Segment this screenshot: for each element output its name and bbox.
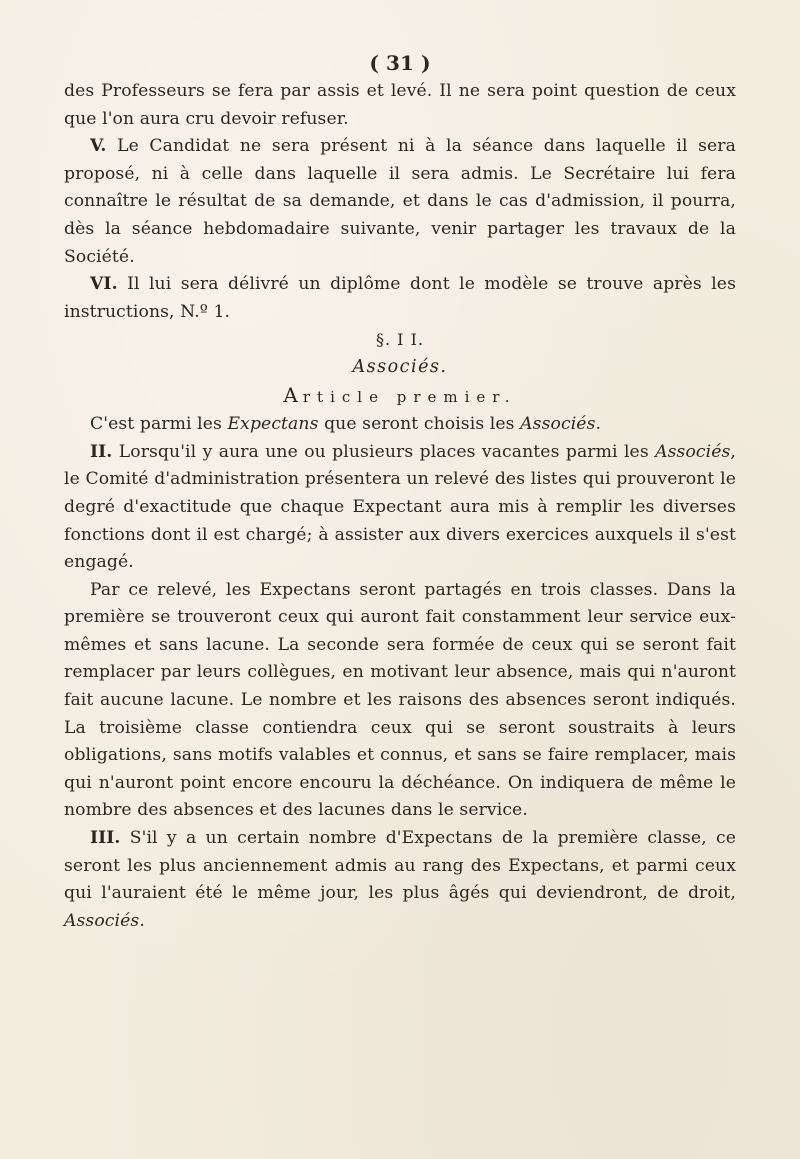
intro-paragraph bbox=[64, 78, 736, 133]
article-v-text: Le Candidat ne sera présent ni à la séance dans laquelle il sera proposé, ni à celle dans laquelle il sera admis. Le Secrétaire lui fera connaître le résultat de sa demande, et dans le cas d'admission, il pourra, dès la séance hebdomadaire suivante, venir partager les travaux de la Société. bbox=[64, 136, 736, 267]
section-mark: §. I I. bbox=[376, 330, 424, 350]
italic-term-associes: Associés bbox=[520, 414, 596, 435]
article-heading-initial: A bbox=[283, 382, 303, 407]
text-run: Par ce relevé, les Expectans seront partagés en trois classes. Dans la première se trouveront ceux qui auront fait constamment leur service eux-mêmes et sans lacune. La seconde sera formée de ceux qui se seront fait remplacer par leurs collègues, en motivant leur absence, mais qui n'auront fait aucune lacune. Le nombre et les raisons des absences seront indiqués. La troisième classe contiendra ceux qui se seront soustraits à leurs obligations, sans motifs valables et connus, et sans se faire remplacer, mais qui n'auront point encore encouru la déchéance. On indiquera de même le nombre des absences et des lacunes dans le service. bbox=[64, 579, 736, 821]
text-run: Lorsqu'il y aura une ou plusieurs places vacantes parmi les bbox=[118, 441, 656, 462]
article-v-number: V. bbox=[90, 136, 107, 157]
text-run: que seront choisis les bbox=[318, 414, 521, 435]
article-vi-text: Il lui sera délivré un diplôme dont le modèle se trouve après les instructions, N.º 1. bbox=[64, 274, 736, 322]
section-title: Associés. bbox=[352, 356, 448, 377]
text-run: . bbox=[139, 910, 145, 931]
article-vi-paragraph bbox=[64, 271, 736, 326]
section-paragraph-4 bbox=[64, 825, 736, 935]
text-run: C'est parmi les bbox=[90, 414, 228, 435]
section-paragraph-3 bbox=[64, 577, 736, 825]
text-run: , le Comité d'administration présentera un relevé des listes qui prouveront le degré d'exactitude que chaque Expectant aura mis à remplir les diverses fonctions dont il est chargé; à assister aux divers exercices auxquels il s'est engagé. bbox=[64, 441, 736, 573]
intro-text: des Professeurs se fera par assis et levé. Il ne sera point question de ceux que l'on aura cru devoir refuser. bbox=[64, 81, 736, 129]
article-heading bbox=[64, 382, 736, 412]
article-vi-number: VI. bbox=[90, 274, 118, 295]
italic-term-expectans: Expectans bbox=[227, 414, 319, 435]
article-iii-number: III. bbox=[90, 828, 121, 849]
section-paragraph-1 bbox=[64, 411, 736, 439]
text-run: S'il y a un certain nombre d'Expectans de la première classe, ce seront les plus anciennement admis au rang des Expectans, et parmi ceux qui l'auraient été le même jour, les plus âgés qui deviendront, de droit, bbox=[64, 828, 736, 904]
section-paragraph-2 bbox=[64, 439, 736, 577]
page-number: ( 31 ) bbox=[369, 51, 431, 75]
article-heading-rest: rticle premier. bbox=[302, 387, 517, 406]
italic-term-associes: Associés bbox=[64, 910, 140, 931]
article-v-paragraph bbox=[64, 133, 736, 271]
text-run: . bbox=[595, 414, 602, 435]
document-body bbox=[64, 50, 736, 935]
article-ii-number: II. bbox=[90, 441, 113, 462]
italic-term-associes: Associés bbox=[655, 441, 731, 462]
